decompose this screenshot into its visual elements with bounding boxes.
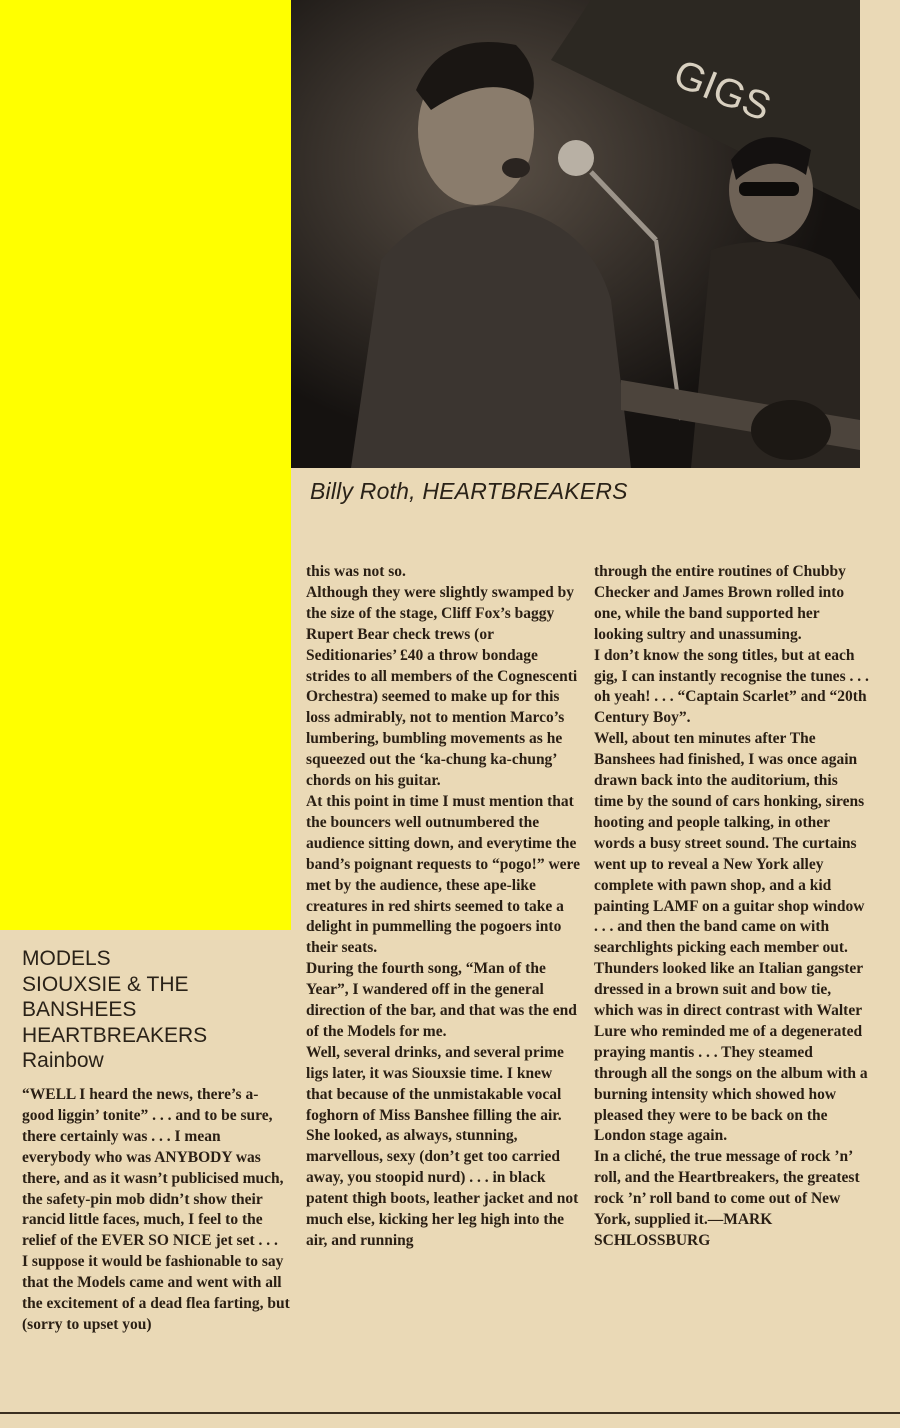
article-paragraph: through the entire routines of Chubby Checker and James Brown rolled into one, while the band supported her looking sultry and unassuming. (594, 563, 846, 643)
article-column-1 (22, 1085, 290, 1336)
headline-band-1: MODELS (22, 947, 111, 970)
article-paragraph: I suppose it would be fashionable to say that the Models came and went with all the excitement of a dead flea farting, but (sorry to upset you) (22, 1253, 290, 1333)
photo-caption: Billy Roth, HEARTBREAKERS (310, 478, 628, 504)
concert-photo-drawing (291, 0, 860, 468)
article-paragraph: During the fourth song, “Man of the Year”, I wandered off in the general direction of the bar, and that was the end of the Models for me. (306, 960, 577, 1040)
article-paragraph: “WELL I heard the news, there’s a-good liggin’ tonite” . . . and to be sure, there certainly was . . . I mean everybody who was ANYBODY was there, and as it wasn’t publicised much, the safety-pin mob didn’t show their rancid little faces, much, I feel to the relief of the EVER SO NICE jet set . . . (22, 1086, 284, 1250)
article-paragraph: In a cliché, the true message of rock ’n’ roll, and the Heartbreakers, the greatest rock ’n’ roll band to come out of New York, supplied it.—MARK SCHLOSSBURG (594, 1148, 860, 1249)
article-paragraph: Thunders looked like an Italian gangster dressed in a brown suit and bow tie, which was in direct contrast with Walter Lure who reminded me of a degenerated praying mantis . . . They steamed through all the songs on the album with a burning intensity which showed how pleased they were to be back on the London stage again. (594, 960, 868, 1145)
concert-photo (291, 0, 860, 468)
article-paragraph: Well, several drinks, and several prime ligs later, it was Siouxsie time. I knew that because of the unmistakable vocal foghorn of Miss Banshee filling the air. She looked, as always, stunning, marvellous, sexy (don’t get too carried away, you stoopid nurd) . . . in black patent thigh boots, leather jacket and not much else, kicking her leg high into the air, and running (306, 1043, 579, 1249)
article-paragraph: I don’t know the song titles, but at each gig, I can instantly recognise the tunes . . . oh yeah! . . . “Captain Scarlet” and “20th Century Boy”. (594, 646, 869, 727)
article-column-2 (306, 562, 581, 1252)
yellow-highlight-panel (0, 0, 291, 930)
article-paragraph: At this point in time I must mention that the bouncers well outnumbered the audience sitting down, and everytime the band’s poignant requests to “pogo!” were met by the audience, these ape-like creatures in red shirts seemed to take a delight in pummelling the pogoers into their seats. (306, 792, 581, 957)
article-paragraph: Well, about ten minutes after The Banshees had finished, I was once again drawn back into the auditorium, this time by the sound of cars honking, sirens hooting and people talking, in other words a busy street sound. The curtains went up to reveal a New York alley complete with pawn shop, and a kid painting LAMF on a guitar shop window . . . and then the band came on with searchlights picking each member out. (594, 730, 865, 957)
headline-venue: Rainbow (22, 1049, 104, 1072)
review-headline (22, 946, 292, 1074)
headline-band-2: SIOUXSIE & THE (22, 972, 189, 996)
article-column-3 (594, 562, 869, 1252)
article-paragraph: Although they were slightly swamped by the size of the stage, Cliff Fox’s baggy Rupert Bear check trews (or Seditionaries’ £40 a throw bondage strides to all members of the Cognescenti Orchestra) seemed to make up for this loss admirably, not to mention Marco’s lumbering, bumbling movements as he squeezed out the ‘ka-chung ka-chung’ chords on his guitar. (306, 583, 578, 790)
bottom-rule (0, 1412, 900, 1414)
gigs-sign: GIGS (667, 51, 777, 130)
headline-band-3: HEARTBREAKERS (22, 1023, 208, 1047)
article-paragraph: this was not so. (306, 563, 406, 580)
headline-band-2-cont: BANSHEES (22, 998, 137, 1021)
